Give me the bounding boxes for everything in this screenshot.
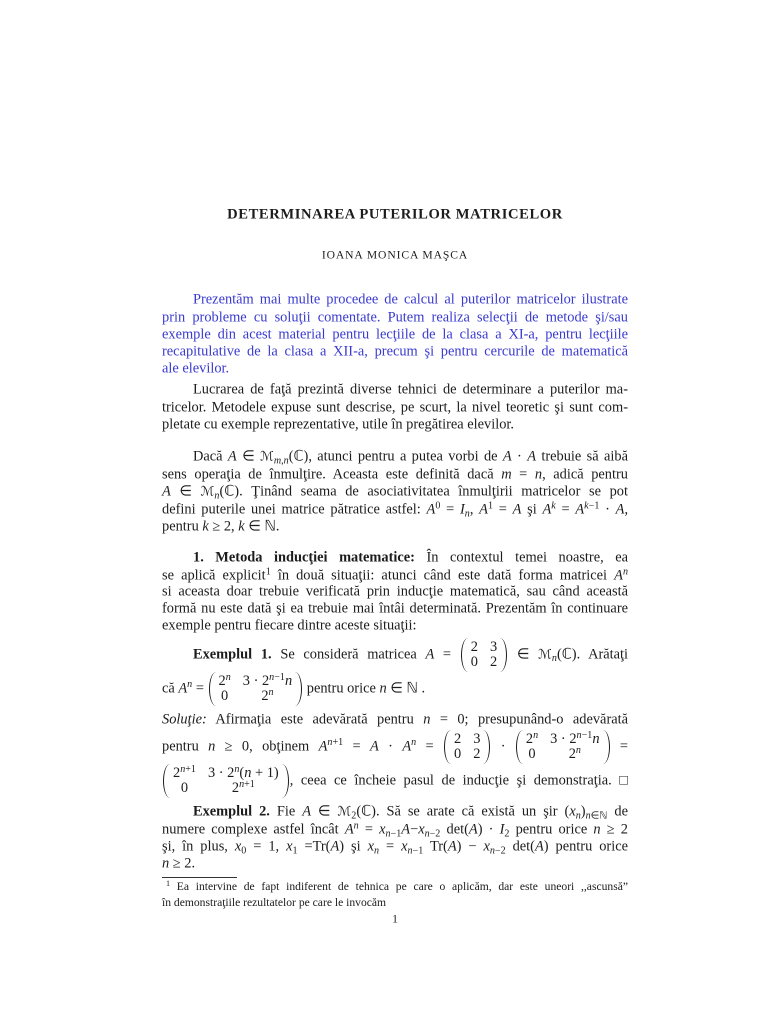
math-variable: x bbox=[569, 803, 576, 820]
math-variable: A bbox=[227, 448, 237, 465]
solution-line bbox=[162, 730, 628, 764]
definition-line bbox=[162, 519, 628, 536]
text-run: 0 bbox=[221, 688, 229, 704]
text-run: defini puterile unei matrice pătratice astfel: bbox=[162, 501, 427, 518]
math-variable: A bbox=[402, 738, 412, 755]
text-run: = bbox=[493, 501, 513, 518]
left-parenthesis bbox=[209, 672, 216, 706]
math-variable: k bbox=[238, 518, 245, 535]
matrix-cell bbox=[471, 655, 478, 670]
text-run: Ea intervine de fapt indiferent de tehnica pe care o aplicăm, dar este uneori ,,ascunsă” bbox=[170, 880, 628, 893]
matrix bbox=[209, 672, 303, 706]
method-line bbox=[162, 584, 628, 601]
text-run: Dacă bbox=[193, 448, 228, 465]
definition-line bbox=[162, 449, 628, 466]
text-run: ) şi bbox=[339, 838, 368, 855]
math-variable: A bbox=[527, 448, 536, 465]
math-variable: n bbox=[239, 778, 245, 790]
text-run: 2 bbox=[351, 810, 357, 822]
math-variable: A bbox=[512, 501, 522, 518]
text-run: pentru orice bbox=[303, 680, 380, 697]
matrix-cell bbox=[473, 747, 480, 762]
text-run: pletate cu exemple reprezentative, utile în pregătirea elevilor. bbox=[162, 416, 514, 433]
text-run: 3 bbox=[489, 639, 498, 655]
math-variable: n bbox=[187, 679, 193, 691]
example-line bbox=[162, 856, 628, 873]
abstract-line bbox=[162, 361, 628, 378]
text-run: −1 bbox=[581, 729, 593, 741]
method-line bbox=[162, 568, 628, 585]
math-variable: k bbox=[584, 500, 589, 512]
math-variable: x bbox=[379, 821, 386, 838]
math-variable: A bbox=[344, 821, 354, 838]
example-line bbox=[162, 822, 628, 839]
text-run: şi, în plus, bbox=[162, 838, 235, 855]
script-m-symbol: ℳ bbox=[259, 449, 274, 465]
math-variable: n bbox=[533, 729, 539, 741]
math-variable: n bbox=[180, 763, 186, 775]
text-run: tricelor. Metodele expuse sunt descrise, pe scurt, la nivel teoretic şi sunt com- bbox=[162, 399, 628, 416]
page-number: 1 bbox=[392, 912, 398, 926]
superscript bbox=[239, 779, 255, 790]
intro-line bbox=[162, 382, 628, 399]
text-run: Lucrarea de faţă prezintă diverse tehnici de determinare a puterilor ma- bbox=[193, 381, 628, 398]
text-run: exemple din acest material pentru lecţiile de la clasa a XI-a, pentru lecţiile bbox=[162, 326, 628, 343]
right-parenthesis bbox=[483, 730, 490, 764]
superscript bbox=[354, 820, 359, 831]
superscript bbox=[576, 745, 581, 756]
math-variable: A bbox=[178, 680, 188, 697]
math-variable: x bbox=[401, 838, 408, 855]
method-line bbox=[162, 550, 628, 567]
text-run: = 0; presupunând-o adevărată bbox=[430, 711, 629, 728]
superscript bbox=[266, 566, 271, 577]
method-line bbox=[162, 601, 628, 618]
matrix bbox=[163, 764, 289, 798]
math-variable: A bbox=[534, 838, 544, 855]
superscript bbox=[166, 879, 170, 888]
matrix-grid bbox=[523, 730, 603, 764]
script-m-symbol: ℳ bbox=[337, 804, 352, 820]
superscript bbox=[435, 500, 440, 511]
math-variable: n bbox=[423, 711, 431, 728]
abstract-line bbox=[162, 344, 628, 361]
text-run: = bbox=[434, 646, 460, 663]
text-run: 2 bbox=[231, 780, 240, 796]
text-run: numere complexe astfel încât bbox=[162, 821, 345, 838]
math-variable: n bbox=[464, 508, 470, 520]
text-run: ∈ bbox=[236, 448, 260, 465]
math-variable: n bbox=[268, 686, 274, 698]
text-run: se aplică explicit bbox=[162, 567, 266, 584]
text-run: 0 bbox=[435, 500, 441, 512]
text-run: si aceasta doar trebuie verificată prin inducţie matematică, sau când această bbox=[162, 583, 628, 600]
definition-line bbox=[162, 502, 628, 519]
text-run: = bbox=[555, 501, 576, 518]
text-run: (ℂ), atunci pentru a putea vorbi de bbox=[288, 448, 503, 465]
math-variable: A bbox=[614, 567, 623, 584]
script-m-symbol: ℳ bbox=[200, 484, 215, 500]
text-run: ∈ bbox=[310, 803, 338, 820]
math-variable: n bbox=[534, 466, 543, 483]
text-run: ∈ ℕ . bbox=[386, 680, 426, 697]
intro-line bbox=[162, 417, 628, 434]
superscript bbox=[187, 679, 192, 690]
text-run: 1 bbox=[292, 845, 298, 857]
left-parenthesis bbox=[444, 730, 451, 764]
text-run: formă nu este dată şi ea trebuie mai întâi determinată. Prezentăm în continuare bbox=[162, 600, 628, 617]
text-run: 2 bbox=[504, 828, 510, 840]
matrix-cell bbox=[550, 744, 599, 762]
text-run: , bbox=[624, 501, 629, 518]
math-variable: n bbox=[385, 828, 391, 840]
bold-heading: Exemplul 2. bbox=[193, 803, 270, 820]
math-variable: x bbox=[418, 821, 425, 838]
matrix-cell bbox=[454, 747, 461, 762]
text-run: ) − bbox=[456, 838, 484, 855]
solution-line bbox=[162, 712, 628, 729]
math-variable: I bbox=[459, 501, 465, 518]
math-variable: A bbox=[468, 821, 478, 838]
matrix-cell bbox=[173, 781, 196, 796]
math-variable: n bbox=[162, 855, 170, 872]
math-variable: n bbox=[327, 737, 333, 749]
text-run: +1 bbox=[244, 778, 255, 790]
text-run: 2 bbox=[489, 654, 498, 670]
math-variable: A bbox=[401, 821, 411, 838]
text-run: ∈ bbox=[508, 646, 539, 663]
math-variable: I bbox=[499, 821, 505, 838]
text-run: ∈ bbox=[170, 483, 201, 500]
text-run: 0 bbox=[470, 654, 478, 670]
superscript bbox=[226, 672, 231, 683]
math-variable: n bbox=[234, 763, 240, 775]
text-run: , adică pentru bbox=[542, 466, 628, 483]
text-run: ∈ ℕ. bbox=[244, 518, 280, 535]
text-run: sens operaţia de înmulţire. Aceasta este definită dacă bbox=[162, 466, 502, 483]
text-run: ) bbox=[580, 803, 586, 820]
math-variable: x bbox=[286, 838, 293, 855]
matrix-cell bbox=[208, 778, 279, 796]
superscript bbox=[269, 672, 285, 683]
text-run: că bbox=[162, 680, 179, 697]
text-run: ale elevilor. bbox=[162, 360, 230, 377]
text-run: , ceea ce încheie pasul de inducţie şi demonstraţia. bbox=[289, 772, 620, 789]
text-run: −1 bbox=[412, 845, 424, 857]
superscript bbox=[488, 500, 493, 511]
superscript bbox=[269, 687, 274, 698]
right-parenthesis bbox=[603, 730, 610, 764]
math-variable: n bbox=[208, 738, 216, 755]
paper-title: DETERMINAREA PUTERILOR MATRICELOR bbox=[227, 206, 563, 223]
abstract-line bbox=[162, 292, 628, 309]
math-variable: n bbox=[575, 744, 581, 756]
example-line bbox=[162, 804, 628, 821]
text-run: Se consideră matricea bbox=[271, 646, 426, 663]
math-variable: A bbox=[162, 483, 171, 500]
matrix-cell bbox=[490, 655, 497, 670]
text-run: −1 bbox=[390, 828, 402, 840]
text-run: şi bbox=[521, 501, 543, 518]
matrix-cell bbox=[526, 747, 538, 762]
matrix-cell bbox=[525, 729, 539, 747]
math-variable: n bbox=[283, 455, 289, 467]
text-run: = bbox=[610, 738, 628, 755]
text-run: 2 bbox=[218, 673, 226, 689]
example-line bbox=[162, 839, 628, 856]
text-run: pentru bbox=[162, 738, 209, 755]
text-run: −2 bbox=[494, 845, 506, 857]
qed-symbol: □ bbox=[619, 772, 628, 789]
math-variable: n bbox=[489, 845, 495, 857]
text-run: în două situaţii: atunci când este dată forma matricei bbox=[270, 567, 615, 584]
math-variable: k bbox=[202, 518, 209, 535]
text-run: prin probleme cu soluţii comentate. Putem realiza selecţii de metode şi/sau bbox=[162, 309, 628, 326]
math-variable: k bbox=[551, 500, 556, 512]
math-variable: n bbox=[269, 671, 275, 683]
script-m-symbol: ℳ bbox=[538, 647, 552, 663]
matrix-grid bbox=[170, 764, 282, 798]
definition-line bbox=[162, 484, 628, 501]
math-variable: m bbox=[273, 455, 282, 467]
intro-line bbox=[162, 400, 628, 417]
subscript bbox=[214, 491, 219, 502]
text-run: în demonstraţiile rezultatelor pe care le invocăm bbox=[162, 896, 387, 909]
text-run: recapitulative de la clasa a XII-a, precum şi pentru cercurile de matematică bbox=[162, 343, 628, 360]
math-variable: A bbox=[502, 448, 512, 465]
text-run: (ℂ). Arătaţi bbox=[556, 646, 629, 663]
text-run: = bbox=[416, 738, 443, 755]
text-run: 2 bbox=[173, 765, 181, 781]
matrix-cell bbox=[173, 763, 196, 781]
text-run: = bbox=[379, 838, 402, 855]
abstract-line bbox=[162, 327, 628, 344]
right-parenthesis bbox=[500, 638, 507, 672]
italic-label: Soluţie: bbox=[162, 711, 207, 728]
text-run: ≥ 2, bbox=[208, 518, 239, 535]
left-parenthesis bbox=[461, 638, 468, 672]
text-run: + 1) bbox=[251, 765, 279, 781]
text-run: (ℂ). Ţinând seama de asociativitatea înmulţirii matricelor se pot bbox=[219, 483, 628, 500]
text-run: 2 bbox=[453, 731, 462, 747]
text-run: det( bbox=[505, 838, 535, 855]
text-run: · bbox=[491, 738, 515, 755]
matrix bbox=[444, 730, 490, 764]
left-parenthesis bbox=[516, 730, 523, 764]
math-variable: A bbox=[575, 501, 585, 518]
superscript bbox=[327, 737, 343, 748]
math-variable: A bbox=[542, 501, 552, 518]
text-run: ∈ℕ bbox=[590, 810, 608, 822]
math-variable: n bbox=[622, 566, 628, 578]
math-variable: A bbox=[302, 803, 311, 820]
text-run: 1 bbox=[487, 500, 494, 512]
math-variable: x bbox=[367, 838, 374, 855]
text-run: 0 bbox=[453, 746, 462, 762]
superscript bbox=[577, 730, 593, 741]
text-run: Fie bbox=[269, 803, 303, 820]
text-run: 3 · 2 bbox=[550, 731, 577, 747]
text-run: ≥ 2 bbox=[600, 821, 629, 838]
math-variable: A bbox=[318, 738, 328, 755]
subscript bbox=[552, 653, 557, 664]
matrix-cell bbox=[219, 689, 231, 704]
math-variable: n bbox=[244, 765, 252, 781]
text-run: Afirmaţia este adevărată pentru bbox=[206, 711, 424, 728]
superscript bbox=[533, 730, 538, 741]
text-run: 1 bbox=[166, 878, 171, 888]
math-variable: n bbox=[585, 810, 591, 822]
text-run: 2 bbox=[568, 746, 576, 762]
text-run: · bbox=[378, 738, 403, 755]
matrix bbox=[461, 638, 507, 672]
superscript bbox=[180, 764, 196, 775]
text-run: −1 bbox=[588, 500, 600, 512]
text-run: = bbox=[192, 680, 208, 697]
text-run: 3 · 2 bbox=[242, 673, 270, 689]
footnote-line bbox=[162, 880, 628, 894]
matrix-cell bbox=[550, 729, 600, 747]
text-run: trebuie să aibă bbox=[536, 448, 628, 465]
example-line bbox=[162, 672, 628, 706]
math-variable: n bbox=[284, 673, 293, 689]
matrix-cell bbox=[218, 671, 231, 689]
text-run: · bbox=[599, 501, 616, 518]
footnote-rule bbox=[162, 877, 237, 878]
text-run: − bbox=[410, 821, 419, 838]
math-variable: A bbox=[330, 838, 340, 855]
right-parenthesis bbox=[282, 764, 289, 798]
text-run: ≥ 0, obţinem bbox=[215, 738, 319, 755]
matrix-grid bbox=[468, 638, 500, 672]
text-run: +1 bbox=[185, 763, 196, 775]
math-variable: n bbox=[576, 729, 582, 741]
superscript bbox=[234, 764, 239, 775]
text-run: pentru bbox=[162, 518, 203, 535]
method-line bbox=[162, 618, 628, 635]
text-run: = 1, bbox=[246, 838, 287, 855]
text-run: =Tr( bbox=[297, 838, 331, 855]
text-run: +1 bbox=[332, 737, 344, 749]
text-run: 2 bbox=[525, 731, 534, 747]
math-variable: A bbox=[425, 646, 435, 663]
text-run: În contextul temei noastre, ea bbox=[414, 549, 629, 566]
text-run: · bbox=[511, 448, 528, 465]
bold-heading: Exemplul 1. bbox=[193, 646, 272, 663]
math-variable: A bbox=[426, 501, 436, 518]
math-variable: n bbox=[379, 680, 387, 697]
text-run: = bbox=[511, 466, 535, 483]
math-variable: m bbox=[501, 466, 512, 483]
math-variable: A bbox=[370, 738, 379, 755]
text-run: 3 · 2 bbox=[207, 765, 235, 781]
math-variable: n bbox=[407, 845, 413, 857]
math-variable: n bbox=[214, 490, 220, 502]
math-variable: x bbox=[234, 838, 242, 855]
text-run: 0 bbox=[180, 780, 189, 796]
left-parenthesis bbox=[163, 764, 170, 798]
author-name: IOANA MONICA MAŞCA bbox=[321, 248, 469, 262]
math-variable: A bbox=[479, 501, 488, 518]
matrix bbox=[516, 730, 610, 764]
text-run: 3 bbox=[473, 731, 481, 747]
subscript bbox=[576, 811, 581, 822]
abstract-line bbox=[162, 310, 628, 327]
text-run: de bbox=[607, 803, 628, 820]
text-run: = bbox=[358, 821, 380, 838]
text-run: Prezentăm mai multe procedee de calcul al puterilor matricelor ilustrate bbox=[193, 291, 628, 308]
right-parenthesis bbox=[295, 672, 302, 706]
math-variable: n bbox=[593, 821, 601, 838]
definition-line bbox=[162, 467, 628, 484]
example-line bbox=[162, 638, 628, 672]
text-run: 2 bbox=[261, 688, 269, 704]
text-run: = bbox=[343, 738, 371, 755]
math-variable: n bbox=[424, 828, 430, 840]
text-run: , bbox=[281, 455, 284, 467]
math-variable: n bbox=[373, 845, 380, 857]
text-run: exemple pentru fiecare dintre aceste situaţii: bbox=[162, 617, 417, 634]
matrix-cell bbox=[471, 640, 478, 655]
math-variable: x bbox=[483, 838, 490, 855]
math-variable: n bbox=[592, 731, 600, 747]
bold-heading: 1. Metoda inducţiei matematice: bbox=[193, 549, 415, 566]
solution-line bbox=[162, 764, 628, 798]
text-run: ) · bbox=[477, 821, 500, 838]
text-run: −2 bbox=[429, 828, 441, 840]
math-variable: A bbox=[447, 838, 457, 855]
superscript bbox=[411, 737, 416, 748]
text-run: det( bbox=[440, 821, 469, 838]
math-variable: n bbox=[575, 810, 581, 822]
text-run: 1 bbox=[265, 566, 271, 578]
math-variable: n bbox=[225, 671, 231, 683]
math-variable: n bbox=[411, 737, 417, 749]
math-variable: n bbox=[551, 653, 557, 665]
text-run: ) pentru orice bbox=[543, 838, 628, 855]
text-run: (ℂ). Să se arate că există un şir ( bbox=[356, 803, 570, 820]
superscript bbox=[623, 566, 628, 577]
text-run: 0 bbox=[241, 845, 247, 857]
text-run: 0 bbox=[528, 746, 536, 762]
text-run: ( bbox=[239, 765, 245, 781]
text-run: , bbox=[469, 501, 480, 518]
superscript bbox=[551, 500, 555, 511]
text-run: 2 bbox=[473, 746, 481, 762]
matrix-cell bbox=[242, 671, 293, 689]
text-run: pentru orice bbox=[509, 821, 594, 838]
subscript bbox=[274, 456, 289, 467]
superscript bbox=[584, 500, 599, 511]
text-run: −1 bbox=[274, 671, 285, 683]
text-run: Tr( bbox=[423, 838, 448, 855]
text-run: ≥ 2. bbox=[169, 855, 196, 872]
subscript bbox=[586, 811, 608, 822]
matrix-grid bbox=[451, 730, 483, 764]
footnote-line bbox=[162, 896, 628, 910]
text-run: = bbox=[440, 501, 460, 518]
matrix-grid bbox=[216, 672, 296, 706]
matrix-cell bbox=[243, 686, 292, 704]
matrix-cell bbox=[490, 640, 497, 655]
matrix-cell bbox=[473, 732, 480, 747]
matrix-cell bbox=[454, 732, 461, 747]
text-run: 2 bbox=[470, 639, 478, 655]
math-variable: n bbox=[353, 820, 359, 832]
math-variable: A bbox=[615, 501, 625, 518]
